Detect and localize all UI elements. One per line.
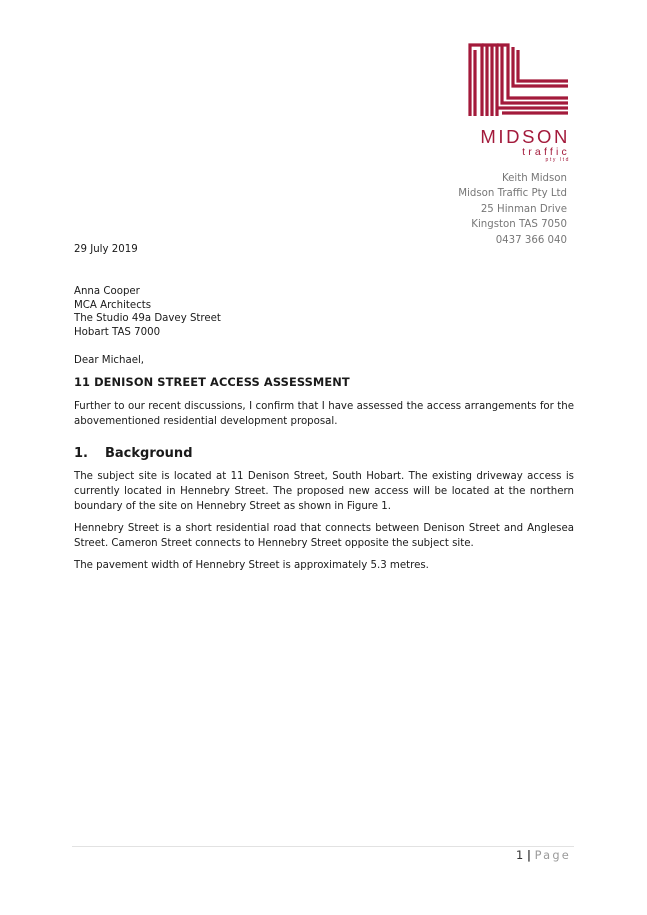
- section-heading: [74, 446, 193, 461]
- recipient-city: Hobart TAS 7000: [74, 326, 161, 338]
- recipient-company: MCA Architects: [74, 299, 152, 311]
- brand-name: MIDSON: [480, 126, 570, 147]
- sender-city: Kingston TAS 7050: [471, 219, 567, 231]
- page-number: 1: [515, 848, 524, 862]
- recipient-address: [74, 285, 221, 339]
- salutation: Dear Michael,: [74, 355, 145, 366]
- midson-traffic-logo-icon: [468, 42, 570, 127]
- footer-separator: |: [526, 848, 531, 862]
- brand-subtitle-small: pty ltd: [545, 157, 570, 163]
- sender-phone: 0437 366 040: [495, 234, 567, 246]
- brand-subtitle: traffic: [522, 146, 570, 158]
- page-label: Page: [534, 848, 571, 862]
- sender-address: [458, 171, 567, 248]
- section-title: Background: [105, 446, 193, 461]
- background-paragraph-3: The pavement width of Hennebry Street is approximately 5.3 metres.: [74, 560, 429, 571]
- intro-paragraph: Further to our recent discussions, I confirm that I have assessed the access arrangements for the abovementioned residential development proposal.: [74, 401, 574, 428]
- background-paragraph-2: Hennebry Street is a short residential road that connects between Denison Street and Anglesea Street. Cameron Street connects to Hennebry Street opposite the subject site.: [74, 523, 574, 550]
- sender-name: Keith Midson: [501, 173, 567, 184]
- subject-heading: 11 DENISON STREET ACCESS ASSESSMENT: [74, 375, 350, 389]
- recipient-street: The Studio 49a Davey Street: [74, 313, 221, 324]
- sender-company: Midson Traffic Pty Ltd: [458, 188, 567, 200]
- section-number: 1.: [74, 446, 88, 461]
- background-paragraph-1: The subject site is located at 11 Denison Street, South Hobart. The existing driveway access is currently located in Hennebry Street. The proposed new access will be located at the northern boundary of the site on Hennebry Street as shown in Figure 1.: [74, 471, 574, 513]
- sender-street: 25 Hinman Drive: [480, 203, 567, 215]
- brand-wordmark: [468, 127, 570, 164]
- letter-date: 29 July 2019: [74, 244, 138, 255]
- recipient-name: Anna Cooper: [74, 286, 140, 297]
- page-footer: [516, 848, 571, 862]
- footer-divider: [72, 846, 574, 847]
